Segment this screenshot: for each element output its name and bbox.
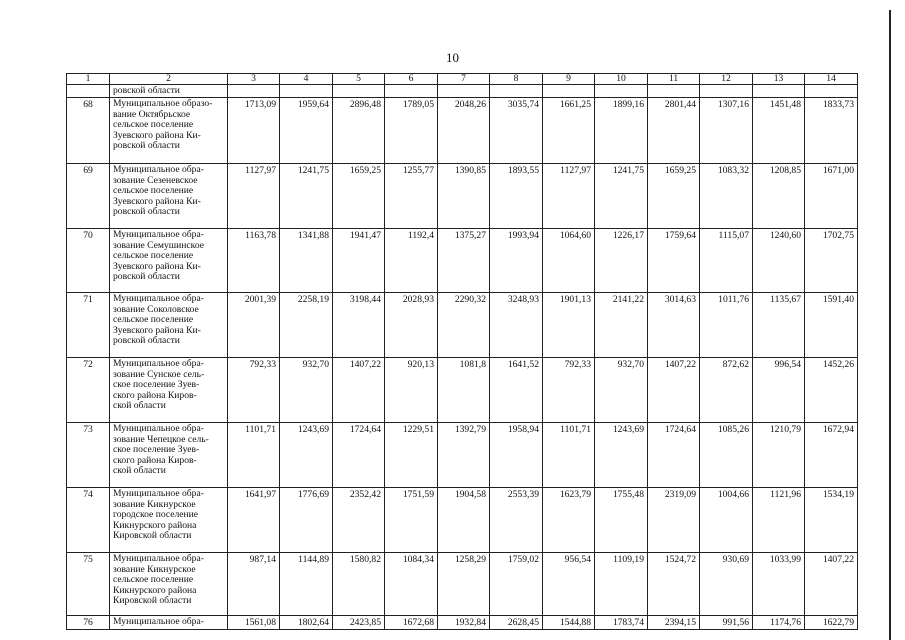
value-cell: 1958,94 <box>490 423 543 488</box>
municipality-name-cell <box>110 98 228 164</box>
municipality-name-line: Муниципальное обра- <box>113 293 204 304</box>
table-row <box>67 488 858 553</box>
municipality-name-line: ровской области <box>113 335 180 346</box>
header-cell: 3 <box>228 74 280 85</box>
header-cell: 11 <box>648 74 700 85</box>
value-cell: 1192,4 <box>385 229 438 293</box>
value-cell: 1544,88 <box>543 616 595 630</box>
row-index-cell: 68 <box>67 98 110 164</box>
municipality-name-line: ровской области <box>113 271 180 282</box>
value-cell: 1941,47 <box>333 229 385 293</box>
continuation-index-cell <box>67 85 110 98</box>
value-cell: 1392,79 <box>438 423 490 488</box>
municipality-name-line: Кировской области <box>113 595 192 606</box>
municipality-name-line: Зуевского района Ки- <box>113 195 201 207</box>
value-cell: 1121,96 <box>753 488 805 553</box>
municipality-name-cell <box>110 553 228 616</box>
value-cell: 1993,94 <box>490 229 543 293</box>
municipality-name-line: сельское поселение <box>113 185 194 196</box>
row-index-cell: 73 <box>67 423 110 488</box>
continuation-name-cell: ровской области <box>110 85 228 98</box>
header-cell: 1 <box>67 74 110 85</box>
header-cell: 10 <box>595 74 648 85</box>
header-cell: 7 <box>438 74 490 85</box>
value-cell: 2319,09 <box>648 488 700 553</box>
value-cell: 2423,85 <box>333 616 385 630</box>
value-cell: 1524,72 <box>648 553 700 616</box>
table-row <box>67 616 858 630</box>
value-cell: 2048,26 <box>438 98 490 164</box>
municipality-name-line: зование Соколовское <box>113 303 199 315</box>
value-cell: 1561,08 <box>228 616 280 630</box>
municipality-name-line: Муниципальное обра- <box>113 423 204 434</box>
municipality-name-line: Зуевского района Ки- <box>113 260 201 272</box>
municipality-name-line: зование Сунское сель- <box>113 368 205 380</box>
municipality-name-cell <box>110 164 228 229</box>
municipality-name-line: Муниципальное обра- <box>113 229 204 240</box>
value-cell: 1451,48 <box>753 98 805 164</box>
value-cell: 1101,71 <box>228 423 280 488</box>
value-cell: 1229,51 <box>385 423 438 488</box>
value-cell: 2553,39 <box>490 488 543 553</box>
value-cell: 1341,88 <box>280 229 333 293</box>
row-index-cell: 72 <box>67 358 110 423</box>
value-cell: 2628,45 <box>490 616 543 630</box>
value-cell: 1004,66 <box>700 488 753 553</box>
municipality-name-line: зование Сезеневское <box>113 174 198 186</box>
municipality-name-line: сельское поселение <box>113 119 194 130</box>
value-cell: 1901,13 <box>543 293 595 358</box>
row-index-cell: 75 <box>67 553 110 616</box>
value-cell: 1755,48 <box>595 488 648 553</box>
municipality-name-line: городское поселение <box>113 509 199 520</box>
table-row <box>67 358 858 423</box>
value-cell: 3014,63 <box>648 293 700 358</box>
value-cell: 1904,58 <box>438 488 490 553</box>
value-cell: 1101,71 <box>543 423 595 488</box>
municipality-name-line: ского района Киров- <box>113 454 197 466</box>
value-cell: 1702,75 <box>805 229 858 293</box>
municipality-name-line: Зуевского района Ки- <box>113 129 201 141</box>
value-cell: 1776,69 <box>280 488 333 553</box>
value-cell: 2394,15 <box>648 616 700 630</box>
row-index-cell: 76 <box>67 616 110 630</box>
value-cell: 2258,19 <box>280 293 333 358</box>
value-cell: 987,14 <box>228 553 280 616</box>
municipality-name-line: Муниципальное обра- <box>113 553 204 564</box>
value-cell: 1258,29 <box>438 553 490 616</box>
municipality-name-cell <box>110 423 228 488</box>
value-cell: 1033,99 <box>753 553 805 616</box>
page-edge-line <box>889 10 891 640</box>
value-cell: 1452,26 <box>805 358 858 423</box>
value-cell: 3248,93 <box>490 293 543 358</box>
municipality-name-line: сельское поселение <box>113 250 194 261</box>
value-cell: 1661,25 <box>543 98 595 164</box>
value-cell: 1751,59 <box>385 488 438 553</box>
value-cell: 1081,8 <box>438 358 490 423</box>
value-cell: 1623,79 <box>543 488 595 553</box>
value-cell: 1083,32 <box>700 164 753 229</box>
table-row <box>67 553 858 616</box>
value-cell: 1243,69 <box>280 423 333 488</box>
value-cell: 1226,17 <box>595 229 648 293</box>
value-cell: 1243,69 <box>595 423 648 488</box>
value-cell: 1407,22 <box>333 358 385 423</box>
municipality-name-line: Муниципальное обра- <box>113 358 204 369</box>
municipality-name-cell <box>110 293 228 358</box>
value-cell: 1899,16 <box>595 98 648 164</box>
value-cell: 792,33 <box>543 358 595 423</box>
value-cell: 1115,07 <box>700 229 753 293</box>
value-cell: 1641,97 <box>228 488 280 553</box>
municipality-name-line: зование Семушинское <box>113 239 205 251</box>
value-cell: 920,13 <box>385 358 438 423</box>
value-cell: 996,54 <box>753 358 805 423</box>
value-cell: 1641,52 <box>490 358 543 423</box>
value-cell: 1672,94 <box>805 423 858 488</box>
header-cell: 13 <box>753 74 805 85</box>
table-row <box>67 423 858 488</box>
value-cell: 1135,67 <box>753 293 805 358</box>
table-row <box>67 229 858 293</box>
value-cell: 1833,73 <box>805 98 858 164</box>
value-cell: 932,70 <box>280 358 333 423</box>
row-index-cell: 69 <box>67 164 110 229</box>
value-cell: 1713,09 <box>228 98 280 164</box>
value-cell: 1163,78 <box>228 229 280 293</box>
value-cell: 1672,68 <box>385 616 438 630</box>
value-cell: 2896,48 <box>333 98 385 164</box>
header-cell: 5 <box>333 74 385 85</box>
value-cell: 1255,77 <box>385 164 438 229</box>
municipality-name-line: Муниципальное обра- <box>113 616 204 627</box>
municipality-name-line: сельское поселение <box>113 314 194 325</box>
municipality-name-line: Муниципальное обра- <box>113 488 204 499</box>
municipality-name-line: Кикнурского района <box>113 519 197 531</box>
value-cell: 932,70 <box>595 358 648 423</box>
municipality-name-line: вание Октябрьское <box>113 108 191 120</box>
municipality-name-line: ского района Киров- <box>113 389 197 401</box>
header-row <box>67 74 858 85</box>
value-cell: 1759,02 <box>490 553 543 616</box>
municipality-name-line: ское поселение Зуев- <box>113 379 200 390</box>
value-cell: 1064,60 <box>543 229 595 293</box>
value-cell: 1407,22 <box>805 553 858 616</box>
page-number: 10 <box>446 50 459 65</box>
value-cell: 1109,19 <box>595 553 648 616</box>
value-cell: 1127,97 <box>228 164 280 229</box>
value-cell: 1084,34 <box>385 553 438 616</box>
value-cell: 1144,89 <box>280 553 333 616</box>
value-cell: 956,54 <box>543 553 595 616</box>
municipality-name-line: зование Чепецкое сель- <box>113 433 209 445</box>
value-cell: 1011,76 <box>700 293 753 358</box>
value-cell: 1241,75 <box>280 164 333 229</box>
municipality-name-line: Зуевского района Ки- <box>113 324 201 336</box>
municipality-name-line: зование Кикнурское <box>113 498 196 510</box>
value-cell: 2028,93 <box>385 293 438 358</box>
header-cell: 9 <box>543 74 595 85</box>
municipality-name-line: Муниципальное обра- <box>113 164 204 175</box>
value-cell: 1671,00 <box>805 164 858 229</box>
value-cell: 1208,85 <box>753 164 805 229</box>
value-cell: 1759,64 <box>648 229 700 293</box>
value-cell: 2290,32 <box>438 293 490 358</box>
value-cell: 1789,05 <box>385 98 438 164</box>
value-cell: 1802,64 <box>280 616 333 630</box>
value-cell: 2352,42 <box>333 488 385 553</box>
value-cell: 930,69 <box>700 553 753 616</box>
municipality-name-cell <box>110 358 228 423</box>
value-cell: 872,62 <box>700 358 753 423</box>
value-cell: 1659,25 <box>648 164 700 229</box>
value-cell: 1534,19 <box>805 488 858 553</box>
municipality-name-line: ской области <box>113 400 166 411</box>
value-cell: 1932,84 <box>438 616 490 630</box>
value-cell: 1783,74 <box>595 616 648 630</box>
header-cell: 2 <box>110 74 228 85</box>
municipality-name-cell <box>110 616 228 630</box>
value-cell: 1241,75 <box>595 164 648 229</box>
row-index-cell: 74 <box>67 488 110 553</box>
value-cell: 1174,76 <box>753 616 805 630</box>
value-cell: 1591,40 <box>805 293 858 358</box>
municipality-name-line: ское поселение Зуев- <box>113 444 200 455</box>
header-cell: 4 <box>280 74 333 85</box>
municipality-name-line: зование Кикнурское <box>113 563 196 575</box>
value-cell: 792,33 <box>228 358 280 423</box>
value-cell: 991,56 <box>700 616 753 630</box>
value-cell: 1959,64 <box>280 98 333 164</box>
value-cell: 1622,79 <box>805 616 858 630</box>
header-cell: 8 <box>490 74 543 85</box>
municipality-name-line: сельское поселение <box>113 574 194 585</box>
value-cell: 2801,44 <box>648 98 700 164</box>
municipality-name-line: ской области <box>113 465 166 476</box>
municipality-name-cell <box>110 488 228 553</box>
municipality-name-line: Муниципальное образо- <box>113 98 213 109</box>
table-row <box>67 293 858 358</box>
table-row <box>67 98 858 164</box>
table-row <box>67 164 858 229</box>
value-cell: 1390,85 <box>438 164 490 229</box>
value-cell: 1580,82 <box>333 553 385 616</box>
value-cell: 1085,26 <box>700 423 753 488</box>
value-cell: 1307,16 <box>700 98 753 164</box>
data-table <box>66 73 858 630</box>
municipality-name-line: ровской области <box>113 140 180 151</box>
value-cell: 1724,64 <box>333 423 385 488</box>
municipality-name-line: ровской области <box>113 206 180 217</box>
value-cell: 1659,25 <box>333 164 385 229</box>
value-cell: 1210,79 <box>753 423 805 488</box>
value-cell: 1893,55 <box>490 164 543 229</box>
header-cell: 6 <box>385 74 438 85</box>
value-cell: 1724,64 <box>648 423 700 488</box>
value-cell: 3035,74 <box>490 98 543 164</box>
value-cell: 1407,22 <box>648 358 700 423</box>
municipality-name-line: Кировской области <box>113 530 192 541</box>
value-cell: 1127,97 <box>543 164 595 229</box>
continuation-row <box>67 85 858 98</box>
value-cell: 1240,60 <box>753 229 805 293</box>
row-index-cell: 70 <box>67 229 110 293</box>
value-cell: 2141,22 <box>595 293 648 358</box>
municipality-name-line: Кикнурского района <box>113 584 197 596</box>
value-cell: 2001,39 <box>228 293 280 358</box>
value-cell: 1375,27 <box>438 229 490 293</box>
table-body <box>67 74 858 630</box>
municipality-name-cell <box>110 229 228 293</box>
header-cell: 12 <box>700 74 753 85</box>
value-cell: 3198,44 <box>333 293 385 358</box>
row-index-cell: 71 <box>67 293 110 358</box>
header-cell: 14 <box>805 74 858 85</box>
